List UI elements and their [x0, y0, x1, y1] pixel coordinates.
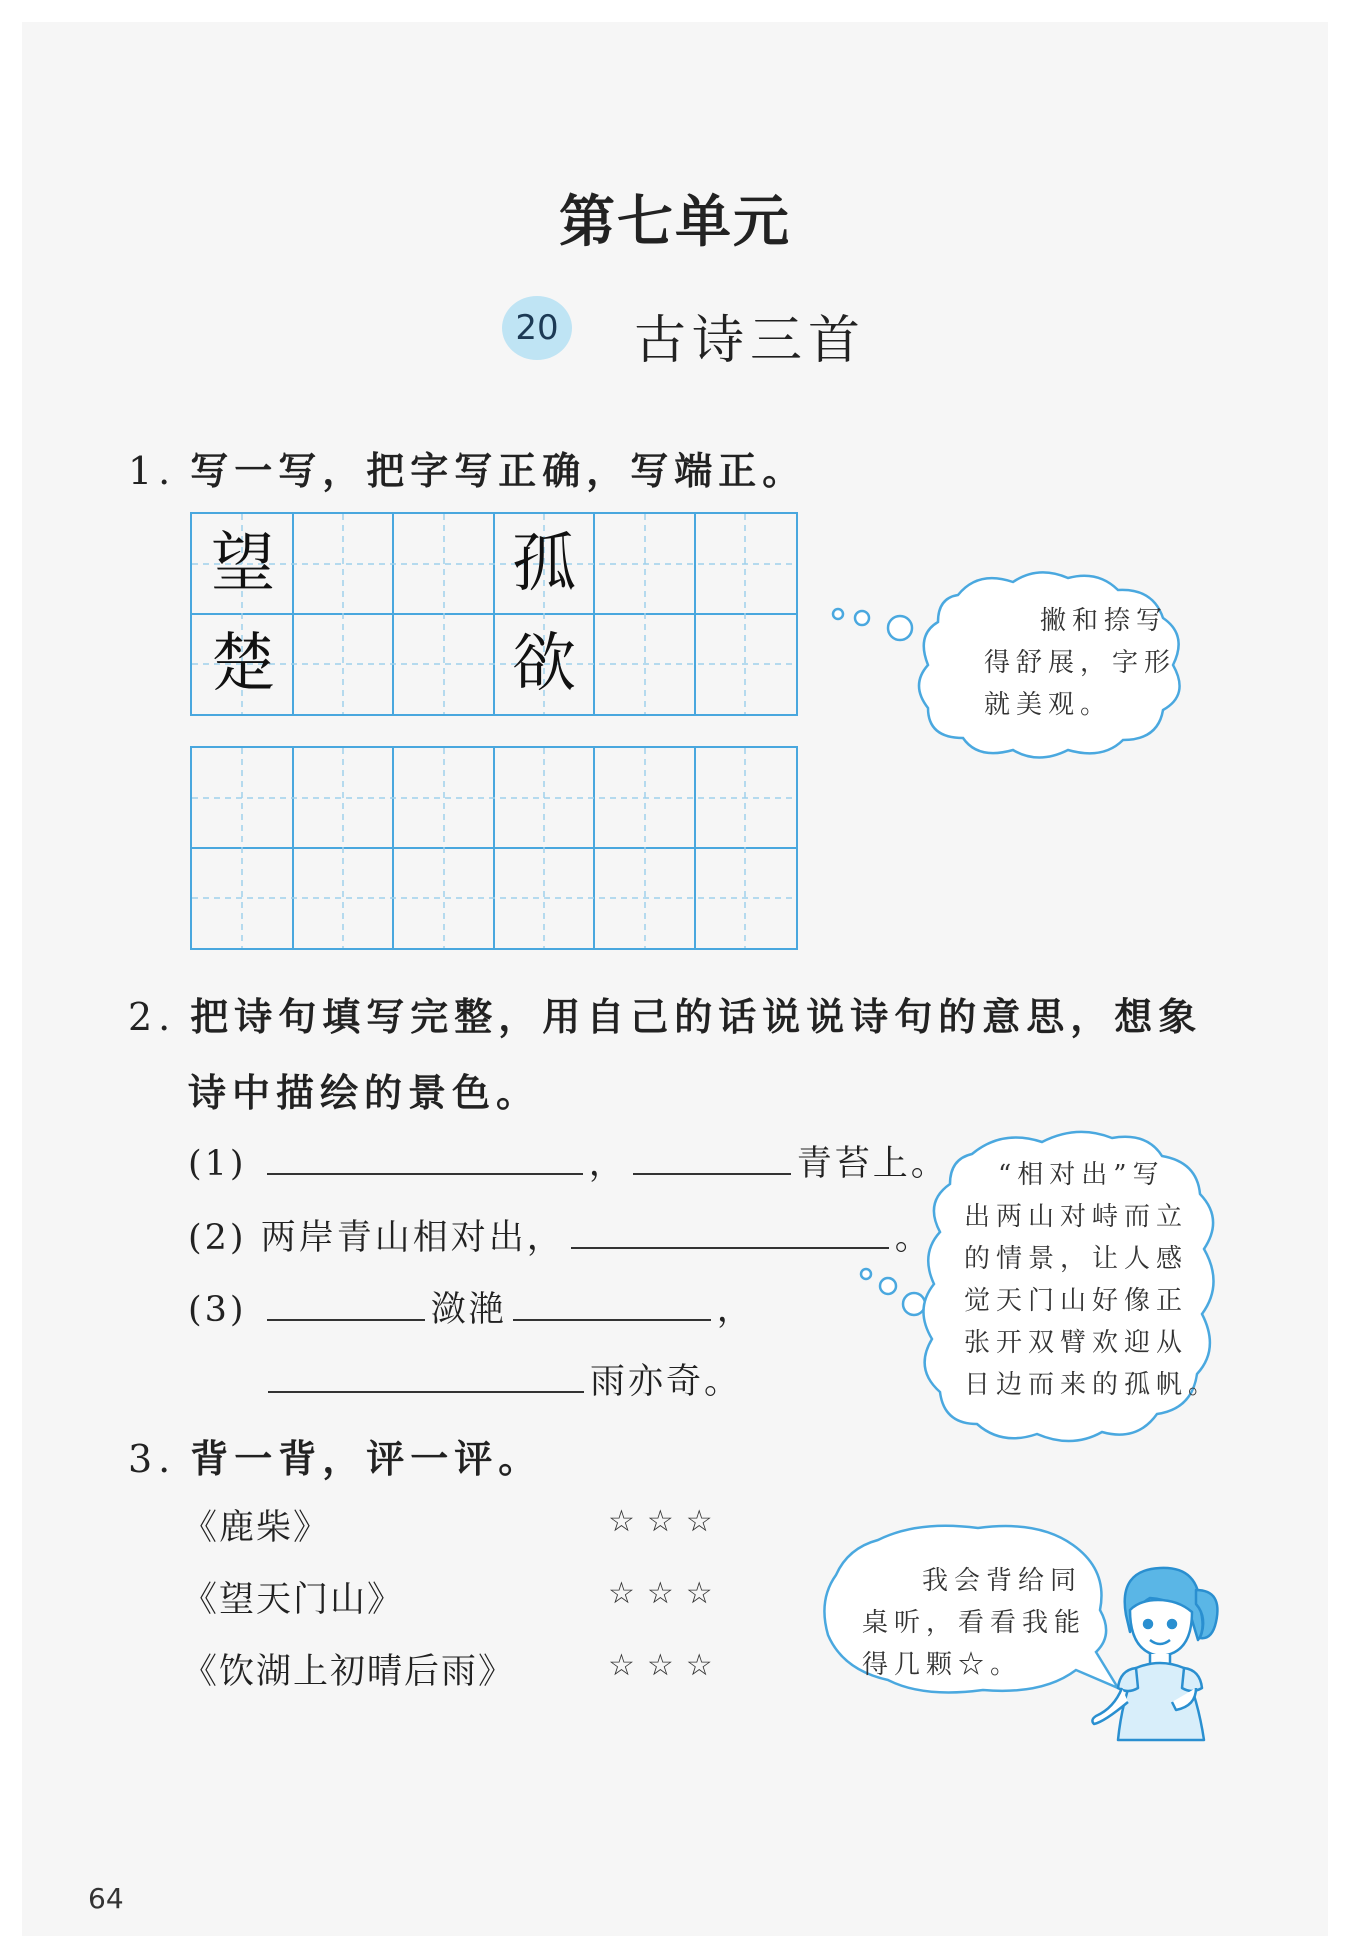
star-rating-1[interactable]: ☆☆☆ [608, 1504, 725, 1539]
poem-title-2: 《望天门山》 [182, 1580, 405, 1620]
tip-1-line-1: 撇和捺写 [1040, 606, 1169, 636]
unit-title: 第七单元 [559, 189, 791, 255]
tip-2-line-5: 张开双臂欢迎从 [964, 1328, 1189, 1358]
practice-char-1: 望 [211, 527, 275, 601]
answer-blank-2[interactable] [571, 1217, 889, 1249]
star-rating-2[interactable]: ☆☆☆ [608, 1576, 725, 1611]
answer-blank-3b[interactable] [513, 1289, 711, 1321]
poem-item-2-label: (2) [188, 1218, 247, 1258]
answer-blank-3c[interactable] [268, 1361, 584, 1393]
page-number: 64 [88, 1882, 124, 1915]
tip-3-line-1: 我会背给同 [922, 1566, 1083, 1596]
poem-item-1-label: (1) [188, 1144, 247, 1184]
practice-char-2: 孤 [512, 527, 576, 601]
practice-char-4: 欲 [512, 627, 576, 701]
poem-item-2 [188, 1210, 933, 1260]
tip-3-line-3: 得几颗☆。 [862, 1650, 1023, 1680]
tip-2-line-3: 的情景，让人感 [964, 1244, 1189, 1274]
poem-title-1: 《鹿柴》 [182, 1508, 331, 1548]
question-2-instruction-line-2: 诗中描绘的景色。 [188, 1070, 541, 1115]
question-3 [128, 1428, 542, 1483]
lesson-title: 古诗三首 [634, 311, 867, 371]
answer-blank-3a[interactable] [267, 1289, 425, 1321]
tip-2-line-1: “相对出”写 [998, 1160, 1165, 1190]
poem-item-3-label: (3) [188, 1290, 247, 1330]
tip-1-line-2: 得舒展，字形 [984, 648, 1177, 678]
question-1 [128, 440, 806, 495]
poem-item-3-line-2-text: 雨亦奇。 [590, 1362, 743, 1402]
poem-item-3-comma: ， [716, 1290, 755, 1330]
poem-item-2-text: 两岸青山相对出， [260, 1218, 565, 1258]
tip-3-line-2: 桌听，看看我能 [862, 1608, 1087, 1638]
poem-item-3-line-2 [262, 1354, 742, 1404]
writing-grid-2-lines [192, 748, 796, 948]
writing-grid-2[interactable] [190, 746, 798, 950]
girl-illustration [1088, 1560, 1228, 1746]
poem-title-3: 《饮湖上初晴后雨》 [182, 1652, 516, 1692]
poem-item-3-word: 潋滟 [430, 1290, 507, 1330]
question-3-number: 3. [128, 1437, 177, 1481]
question-1-instruction: 写一写，把字写正确，写端正。 [190, 448, 807, 493]
tip-2-line-4: 觉天门山好像正 [964, 1286, 1189, 1316]
poem-item-1-comma: ， [588, 1144, 627, 1184]
lesson-number-badge: 20 [502, 296, 572, 360]
question-2-number: 2. [128, 995, 177, 1039]
tip-1-line-3: 就美观。 [984, 690, 1113, 720]
tip-2-line-2: 出两山对峙而立 [964, 1202, 1189, 1232]
poem-item-1-text: 青苔上。 [796, 1144, 949, 1184]
question-2-instruction-line-1: 把诗句填写完整，用自己的话说说诗句的意思，想象 [190, 994, 1203, 1039]
star-rating-3[interactable]: ☆☆☆ [608, 1648, 725, 1683]
poem-item-3 [188, 1282, 755, 1332]
poem-item-2-end: 。 [894, 1218, 933, 1258]
practice-char-3: 楚 [211, 627, 275, 701]
question-3-instruction: 背一背，评一评。 [190, 1436, 543, 1481]
tip-2-line-6: 日边而来的孤帆。 [964, 1370, 1221, 1400]
question-2 [128, 986, 1202, 1041]
answer-blank-1a[interactable] [267, 1143, 583, 1175]
poem-item-1 [188, 1136, 949, 1186]
writing-grid-1 [190, 512, 798, 716]
answer-blank-1b[interactable] [633, 1143, 791, 1175]
question-1-number: 1. [128, 449, 177, 493]
